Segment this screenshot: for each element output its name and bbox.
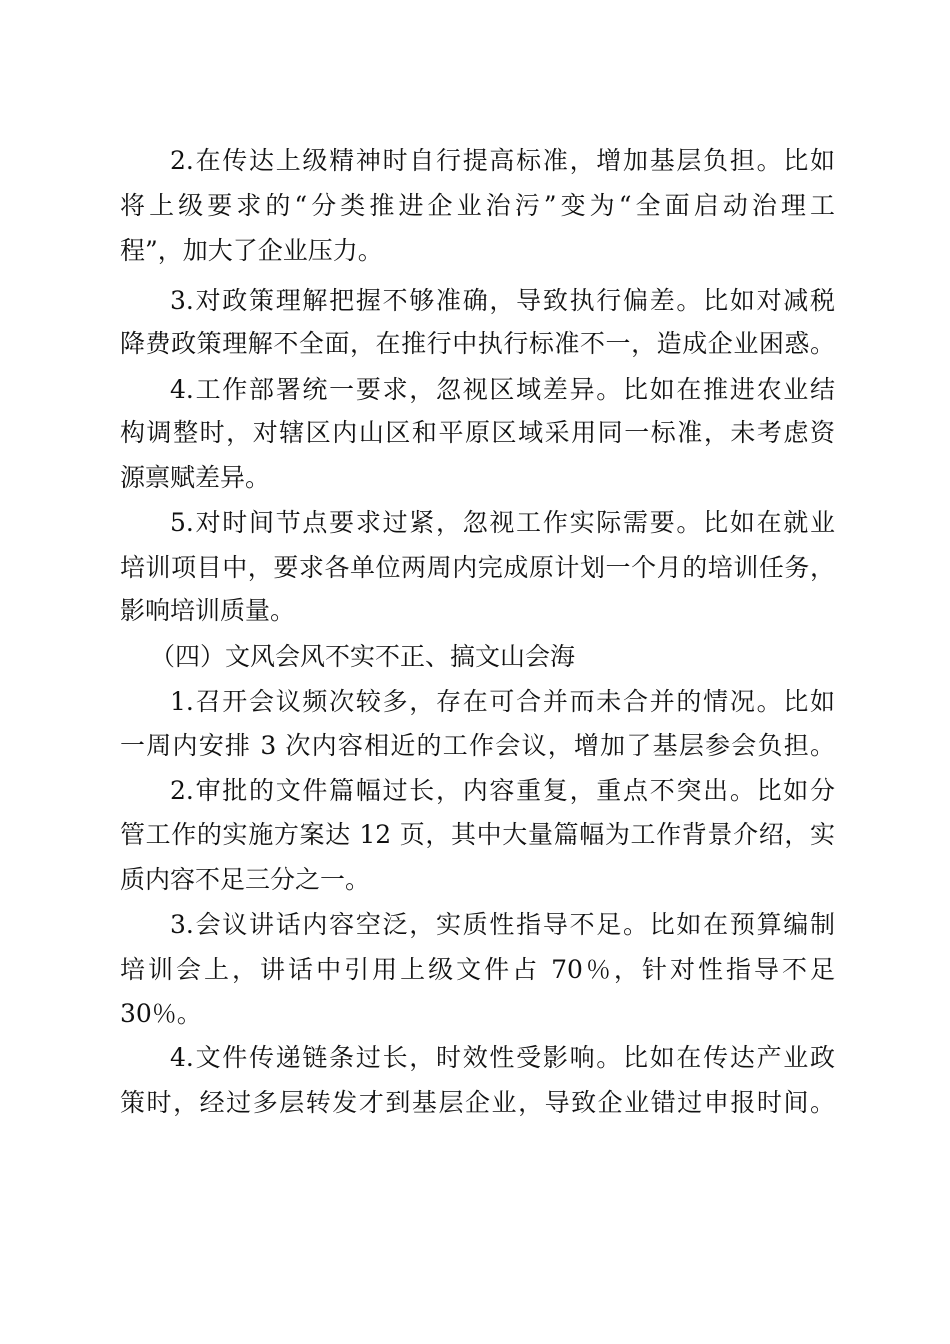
paragraph-line: 程”，加大了企业压力。 <box>120 236 383 265</box>
paragraph-line: 管工作的实施方案达 12 页，其中大量篇幅为工作背景介绍，实 <box>120 820 835 849</box>
paragraph-line: 构调整时，对辖区内山区和平原区域采用同一标准，未考虑资 <box>120 418 835 447</box>
paragraph-line: 将上级要求的“分类推进企业治污”变为“全面启动治理工 <box>120 191 835 220</box>
paragraph-line: 一周内安排 3 次内容相近的工作会议，增加了基层参会负担。 <box>120 731 835 760</box>
paragraph-line: 3.对政策理解把握不够准确，导致执行偏差。比如对减税 <box>170 286 835 315</box>
paragraph-line: 4.工作部署统一要求，忽视区域差异。比如在推进农业结 <box>170 375 835 404</box>
paragraph-line: 1.召开会议频次较多，存在可合并而未合并的情况。比如 <box>170 687 835 716</box>
paragraph-line: 策时，经过多层转发才到基层企业，导致企业错过申报时间。 <box>120 1088 835 1117</box>
paragraph-line: 2.审批的文件篇幅过长，内容重复，重点不突出。比如分 <box>170 776 835 805</box>
paragraph-line: 培训会上，讲话中引用上级文件占 70％，针对性指导不足 <box>120 955 835 984</box>
paragraph-line: 降费政策理解不全面，在推行中执行标准不一，造成企业困惑。 <box>120 329 835 358</box>
paragraph-line: 质内容不足三分之一。 <box>120 865 371 894</box>
paragraph-line: 源禀赋差异。 <box>120 463 271 492</box>
section-heading: （四）文风会风不实不正、搞文山会海 <box>150 642 576 671</box>
paragraph-line: 影响培训质量。 <box>120 596 296 625</box>
paragraph-line: 培训项目中，要求各单位两周内完成原计划一个月的培训任务， <box>120 553 835 582</box>
paragraph-line: 4.文件传递链条过长，时效性受影响。比如在传达产业政 <box>170 1043 835 1072</box>
paragraph-line: 3.会议讲话内容空泛，实质性指导不足。比如在预算编制 <box>170 910 835 939</box>
paragraph-line: 2.在传达上级精神时自行提高标准，增加基层负担。比如 <box>170 146 835 175</box>
paragraph-line: 5.对时间节点要求过紧，忽视工作实际需要。比如在就业 <box>170 508 835 537</box>
paragraph-line: 30％。 <box>120 999 202 1028</box>
